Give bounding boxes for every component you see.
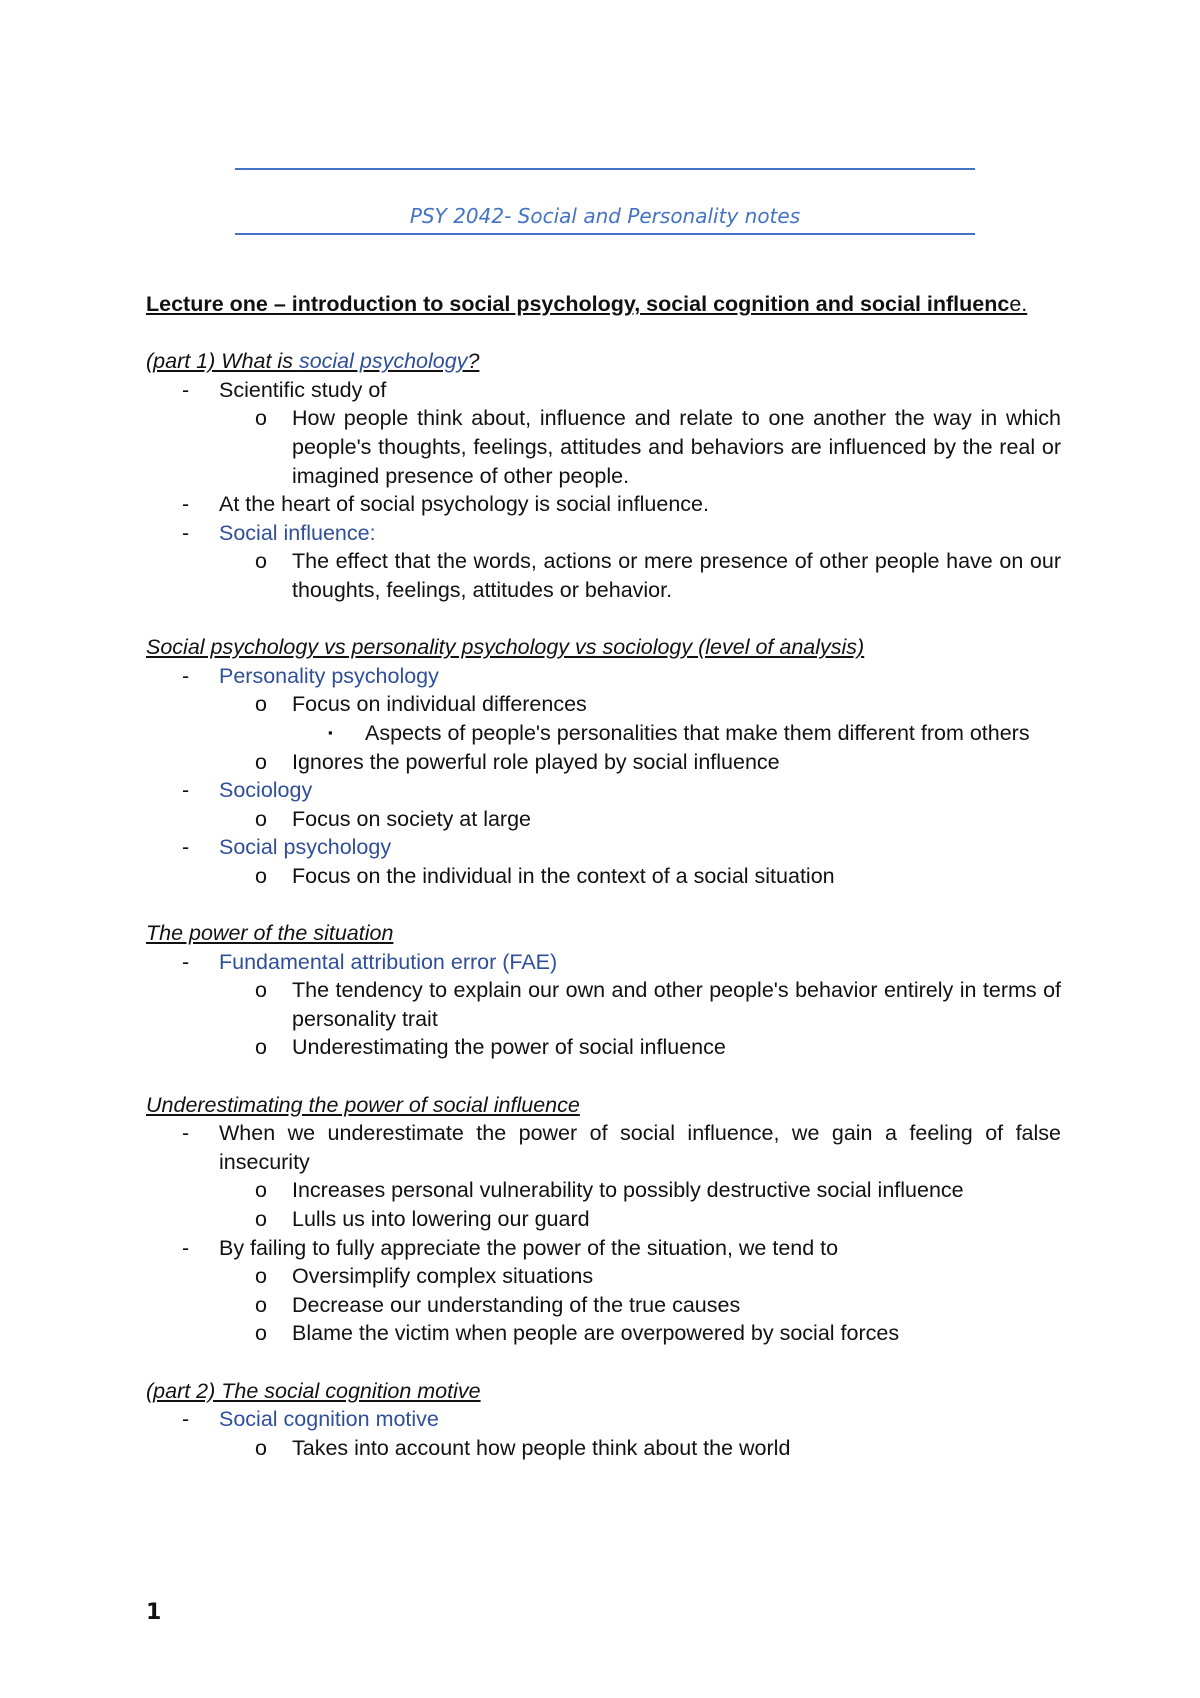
list-item [146,1319,1061,1348]
circle-bullet-marker: o [255,549,267,574]
list-item-text: Decrease our understanding of the true causes [292,1292,741,1317]
list-item [146,404,1061,490]
section-heading-part1 [146,347,1061,376]
lecture-title-tail: e. [1009,292,1028,316]
circle-bullet-marker: o [255,1292,267,1317]
page-number: 1 [146,1600,162,1625]
list-item [146,862,1061,891]
list-item [146,1434,1061,1463]
square-bullet-marker: ▪ [328,724,333,740]
list-item-text: Focus on individual differences [292,692,587,717]
header-top-rule [235,168,975,170]
list-item-text: The tendency to explain our own and other people's behavior entirely in terms of personality trait [292,978,1061,1031]
list-item [146,519,1061,548]
section-heading-comparison: Social psychology vs personality psychology vs sociology (level of analysis) [146,635,865,660]
list-item [146,1033,1061,1062]
list-item-text: Social psychology [219,835,392,860]
dash-marker: - [182,778,190,803]
list-item-text: Blame the victim when people are overpowered by social forces [292,1321,900,1346]
list-item-text: When we underestimate the power of social influence, we gain a feeling of false insecurity [219,1121,1061,1174]
dash-marker: - [182,949,190,974]
list-item [146,1176,1061,1205]
list-item-text: How people think about, influence and relate to one another the way in which people's thoughts, feelings, attitudes and behaviors are influenced by the real or imagined presence of other people. [292,406,1061,488]
circle-bullet-marker: o [255,749,267,774]
list-item-text: Focus on the individual in the context of a social situation [292,863,835,888]
list-item [146,776,1061,805]
dash-marker: - [182,492,190,517]
list-item [146,690,1061,719]
list-item-text: Social influence: [219,520,376,545]
part1-heading-post: ? [467,349,480,374]
list-item [146,948,1061,977]
section-heading-situation: The power of the situation [146,921,394,946]
dash-marker: - [182,520,190,545]
list-item-text: Scientific study of [219,377,387,402]
document-title: PSY 2042- Social and Personality notes [409,204,801,228]
list-item-text: Oversimplify complex situations [292,1264,594,1289]
circle-bullet-marker: o [255,1207,267,1231]
circle-bullet-marker: o [255,692,267,717]
list-item-text: The effect that the words, actions or mere presence of other people have on our thoughts, feelings, attitudes or behavior. [292,549,1061,602]
list-item [146,1405,1061,1434]
list-item-text: By failing to fully appreciate the power of the situation, we tend to [219,1235,839,1260]
lecture-title-main: Lecture one – introduction to social psychology, social cognition and social influenc [146,292,1010,316]
circle-bullet-marker: o [255,1178,267,1203]
dash-marker: - [182,1121,190,1146]
list-item-text: Aspects of people's personalities that make them different from others [365,720,1030,745]
list-item [146,719,1061,748]
list-item-text: Sociology [219,778,313,803]
list-item-text: Lulls us into lowering our guard [292,1207,590,1231]
list-item [146,1119,1061,1176]
list-item-text: Focus on society at large [292,806,532,831]
list-item [146,376,1061,405]
list-item [146,662,1061,691]
list-item [146,748,1061,777]
notes-body [146,290,1061,1462]
list-item [146,1234,1061,1263]
list-item [146,833,1061,862]
circle-bullet-marker: o [255,1264,267,1289]
list-item-text: Underestimating the power of social influence [292,1035,726,1060]
dash-marker: - [182,1235,190,1260]
header-bottom-rule [235,233,975,235]
lecture-title [146,290,1061,319]
part1-heading-pre: (part 1) What is [146,349,299,374]
section-heading-underestimating: Underestimating the power of social influence [146,1092,580,1117]
list-item [146,976,1061,1033]
list-item [146,805,1061,834]
circle-bullet-marker: o [255,406,267,431]
list-item [146,1291,1061,1320]
dash-marker: - [182,1407,190,1432]
list-item [146,1262,1061,1291]
dash-marker: - [182,835,190,860]
circle-bullet-marker: o [255,1035,267,1060]
dash-marker: - [182,377,190,402]
circle-bullet-marker: o [255,806,267,831]
circle-bullet-marker: o [255,1321,267,1346]
circle-bullet-marker: o [255,978,267,1003]
list-item [146,490,1061,519]
list-item-text: At the heart of social psychology is social influence. [219,492,709,517]
part1-heading-link: social psychology [298,349,468,374]
list-item-text: Ignores the powerful role played by social influence [292,749,780,774]
list-item-text: Fundamental attribution error (FAE) [219,949,558,974]
list-item-text: Social cognition motive [219,1407,439,1432]
list-item-text: Takes into account how people think about the world [292,1435,791,1460]
list-item [146,1205,1061,1234]
section-heading-part2: (part 2) The social cognition motive [146,1378,481,1403]
circle-bullet-marker: o [255,863,267,888]
list-item-text: Personality psychology [219,663,439,688]
list-item [146,547,1061,604]
circle-bullet-marker: o [255,1435,267,1460]
dash-marker: - [182,663,190,688]
list-item-text: Increases personal vulnerability to possibly destructive social influence [292,1178,964,1203]
